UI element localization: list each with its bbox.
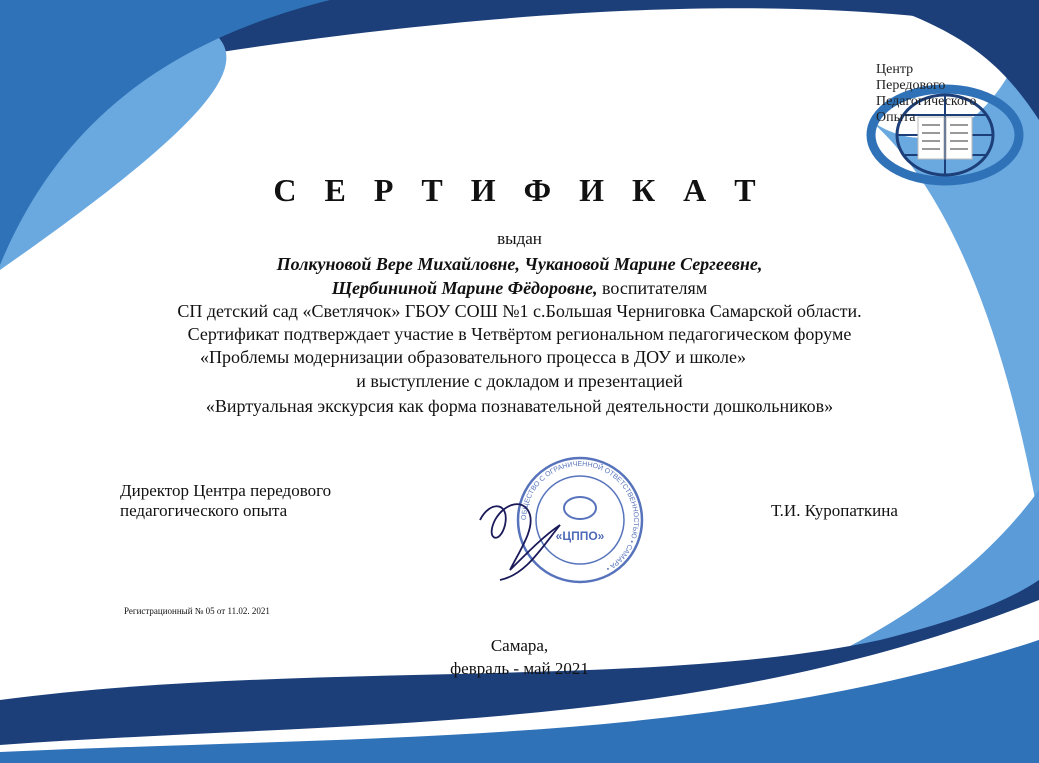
recipient-role: воспитателям [597,278,708,298]
stamp-and-signature [470,440,670,610]
organization-line: СП детский сад «Светлячок» ГБОУ СОШ №1 с.Большая Черниговка Самарской области. [177,301,862,321]
stamp-center-text: «ЦППО» [555,529,605,543]
logo-text [876,62,976,126]
director-name: Т.И. Куропаткина [771,501,898,520]
certificate-title: С Е Р Т И Ф И К А Т [273,172,766,208]
city-label: Самара, [490,636,549,655]
topic-line: «Виртуальная экскурсия как форма познавательной деятельности дошкольников» [205,396,834,416]
logo-line-2: Передового [876,78,946,93]
date-label: февраль - май 2021 [450,659,589,678]
handwritten-signature [480,504,560,580]
issued-label: выдан [497,229,542,248]
report-line: и выступление с докладом и презентацией [356,371,683,391]
logo-line-1: Центр [876,62,914,77]
recipient-name-3: Щербининой Марине Фёдоровне, [331,278,598,298]
recipient-names-line-2 [0,278,1039,299]
confirmation-line: Сертификат подтверждает участие в Четвёртом региональном педагогическом форуме [187,324,852,344]
director-title-line-2: педагогического опыта [120,501,288,520]
forum-title-line: «Проблемы модернизации образовательного процесса в ДОУ и школе» [200,347,746,367]
stamp-seal-icon [518,458,642,582]
director-title-line-1: Директор Центра передового [120,481,332,500]
recipient-names-line-1: Полкуновой Вере Михайловне, Чукановой Марине Сергеевне, [276,254,763,274]
logo-line-3: Педагогического [876,94,977,109]
svg-text:ОБЩЕСТВО С ОГРАНИЧЕННОЙ ОТВЕТС: ОБЩЕСТВО С ОГРАНИЧЕННОЙ ОТВЕТСТВЕННОСТЬЮ • САМАРА • [520,460,640,572]
logo-line-4: Опыта [876,110,916,125]
registration-number: Регистрационный № 05 от 11.02. 2021 [124,606,270,616]
